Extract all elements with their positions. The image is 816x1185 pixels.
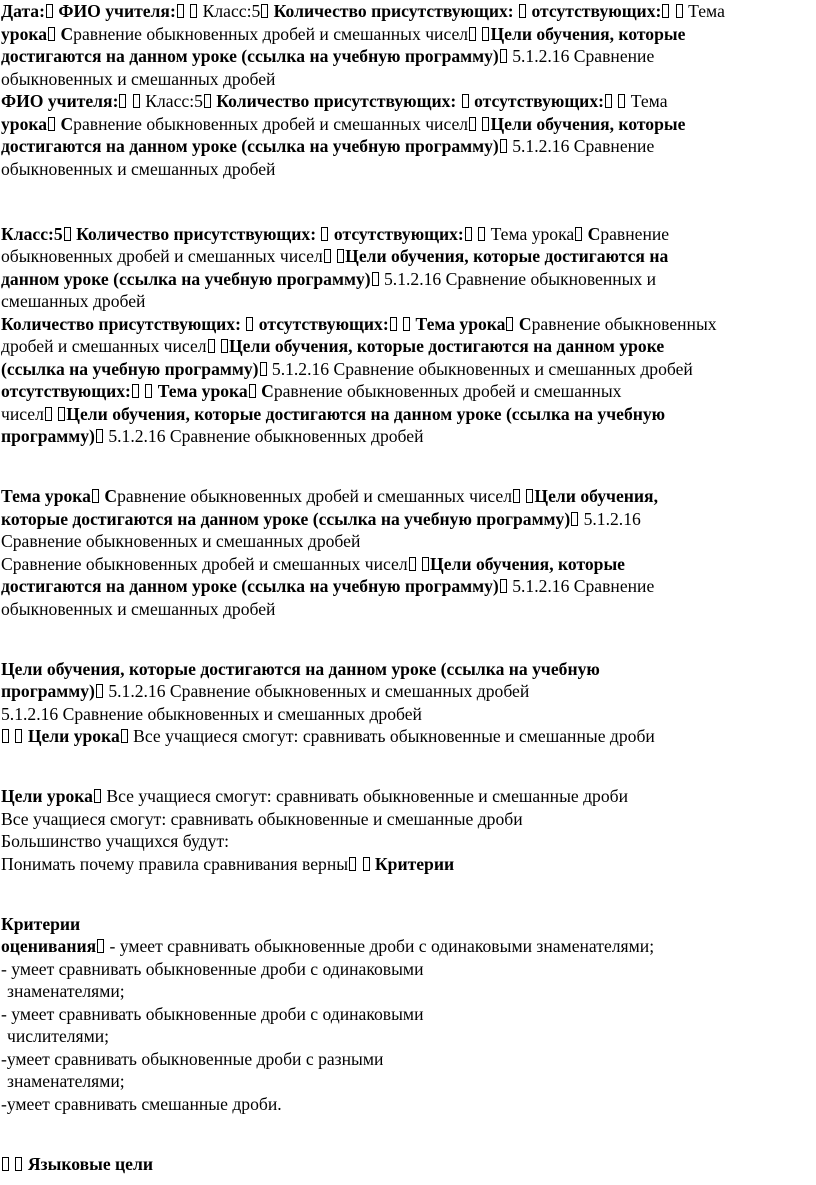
criterion-text: знаменателями; [7,981,125,1001]
goals-value: 5.1.2.16 [579,508,641,529]
box-glyph-icon [500,579,507,593]
box-glyph-icon [513,489,520,503]
box-glyph-icon [260,362,267,376]
box-glyph-icon [190,4,197,18]
text-line [1,725,814,748]
topic-first-letter: С [261,381,274,401]
present-label: Количество присутствующих: [76,223,317,244]
text-line [1,913,814,936]
topic-first-letter: С [60,23,74,44]
goals-label: Цели обучения, которые [430,553,625,574]
text-line [1,68,814,91]
goals-label: Цели обучения, [534,486,658,506]
absent-label: отсутствующих: [333,223,464,244]
box-glyph-icon [2,1157,9,1171]
criterion-text: числителями; [7,1026,110,1046]
box-glyph-icon [662,4,669,18]
criteria-label: Критерии [374,853,455,874]
class-value: 5 [251,1,261,21]
text-line [1,553,814,576]
text-line [1,658,814,681]
box-glyph-icon [571,512,578,526]
topic-label: урока [1,113,48,134]
class-label: Класс: [1,223,54,244]
language-goals-label: Языковые цели [27,1153,153,1174]
criteria-block [1,913,814,1116]
goals-value: 5.1.2.16 Сравнение обыкновенных и смешанных дробей [1,703,422,724]
box-glyph-icon [92,489,99,503]
header-block-1 [1,0,814,90]
topic-text: Сравнение обыкновенных дробей и смешанных чисел [1,553,408,574]
text-line [1,223,814,246]
criteria-label: Критерии [1,913,81,934]
goals-value: обыкновенных и смешанных дробей [1,68,276,89]
topic-text: равнение обыкновенных [531,313,717,334]
goals-label: которые достигаются на данном уроке (ссылка на учебную программу) [1,508,571,529]
assessment-label: оценивания [1,936,97,956]
text-line [1,113,814,136]
topic-text: дробей и смешанных чисел [1,336,207,356]
goals-label: программу) [1,426,95,446]
text-line [1,958,814,981]
criterion-text: -умеет сравнивать смешанные дроби. [1,1093,282,1114]
box-glyph-icon [372,272,379,286]
topic-text: равнение обыкновенных дробей и смешанных чисел [73,113,469,134]
class-value: 5 [194,91,203,111]
goals-label: Цели обучения, которые [490,113,686,134]
text-line [1,830,814,853]
text-line [1,1003,814,1026]
criterion-text: - умеет сравнивать обыкновенные дроби с одинаковыми [1,1003,424,1024]
box-glyph-icon [132,384,139,398]
date-label: Дата: [1,1,45,21]
text-line [1,1048,814,1071]
text-line [1,290,814,313]
topic-first-letter: С [104,486,118,506]
box-glyph-icon [15,729,22,743]
box-glyph-icon [15,1157,22,1171]
criterion-text: - умеет сравнивать обыкновенные дроби с одинаковыми знаменателями; [105,936,655,956]
box-glyph-icon [48,117,55,131]
goals-value: Сравнение обыкновенных и смешанных дробей [1,531,361,551]
text-line [1,425,814,448]
text-line [1,245,814,268]
box-glyph-icon [321,227,328,241]
goals-label: данном уроке (ссылка на учебную программу) [1,268,371,289]
text-line [1,268,814,291]
language-goals-block [1,1153,814,1176]
text-line [1,575,814,598]
box-glyph-icon [462,94,469,108]
class-label: Класс: [145,91,195,111]
topic-text: обыкновенных дробей и смешанных чисел [1,246,323,266]
text-line [1,508,814,531]
box-glyph-icon [64,227,71,241]
topic-label: урока [1,23,48,44]
goals-value: 5.1.2.16 Сравнение обыкновенных и [379,268,657,289]
text-line [1,403,814,426]
text-line [1,485,814,508]
lesson-goals-block [1,785,814,875]
box-glyph-icon [349,857,356,871]
header-block-3 [1,223,814,313]
topic-label: Тема [630,91,668,111]
topic-first-letter: С [60,113,74,134]
text-line [1,1070,814,1093]
box-glyph-icon [482,27,489,41]
text-line [1,358,814,381]
goals-value: 5.1.2.16 Сравнение обыкновенных дробей [103,426,424,446]
text-line [1,0,814,23]
goals-label: (ссылка на учебную программу) [1,358,259,379]
goals-label: Цели обучения, которые [490,23,686,44]
text-line [1,980,814,1003]
topic-text: равнение обыкновенных дробей и смешанных чисел [117,486,513,506]
goals-block [1,658,814,748]
topic-label: Тема урока [157,381,248,401]
topic-label: Тема урока [1,486,91,506]
goals-label: Цели обучения, которые достигаются на [345,246,669,266]
teacher-label: ФИО учителя: [58,1,176,21]
box-glyph-icon [204,94,211,108]
goals-value: смешанных дробей [1,291,146,311]
header-block-2 [1,90,814,180]
goals-value: 5.1.2.16 Сравнение [507,576,655,596]
understand-text: Понимать почему правила сравнивания верны [1,853,349,874]
box-glyph-icon [261,4,268,18]
text-line [1,313,814,336]
box-glyph-icon [422,557,429,571]
goals-value: 5.1.2.16 Сравнение обыкновенных и смешанных дробей [267,358,693,379]
box-glyph-icon [119,94,126,108]
present-label: Количество присутствующих: [216,91,457,111]
most-students-text: Большинство учащихся будут: [1,831,230,851]
absent-label: отсутствующих: [1,381,131,401]
box-glyph-icon [390,317,397,331]
text-line [1,158,814,181]
text-line [1,90,814,113]
text-line [1,45,814,68]
box-glyph-icon [221,339,228,353]
class-label: Класс: [202,1,252,21]
box-glyph-icon [46,4,53,18]
box-glyph-icon [469,117,476,131]
class-value: 5 [53,223,63,244]
text-line [1,703,814,726]
lesson-goals-label: Цели урока [27,726,120,746]
teacher-label: ФИО учителя: [1,91,119,111]
text-line [1,1153,814,1176]
text-line [1,135,814,158]
box-glyph-icon [337,249,344,263]
criterion-text: - умеет сравнивать обыкновенные дроби с одинаковыми [1,958,424,979]
box-glyph-icon [409,557,416,571]
goals-label: достигаются на данном уроке (ссылка на учебную программу) [1,46,499,66]
goals-label: программу) [1,681,95,701]
goals-value: 5.1.2.16 Сравнение [507,46,655,66]
all-students-text: Все учащиеся смогут: сравнивать обыкновенные и смешанные дроби [133,726,655,746]
topic-text: равнение обыкновенных дробей и смешанных [273,381,622,401]
header-block-4 [1,313,814,381]
box-glyph-icon [500,49,507,63]
box-glyph-icon [403,317,410,331]
box-glyph-icon [145,384,152,398]
goals-value: 5.1.2.16 Сравнение обыкновенных и смешанных дробей [108,681,530,701]
text-line [1,808,814,831]
topic-block-2 [1,553,814,621]
box-glyph-icon [526,489,533,503]
criterion-text: знаменателями; [7,1071,125,1091]
box-glyph-icon [324,249,331,263]
box-glyph-icon [2,729,9,743]
box-glyph-icon [96,684,103,698]
goals-label: Цели обучения, которые достигаются на данном уроке (ссылка на учебную [66,403,666,424]
box-glyph-icon [519,4,526,18]
text-line [1,598,814,621]
all-students-text: Все учащиеся смогут: сравнивать обыкновенные и смешанные дроби [1,808,523,829]
header-block-5 [1,380,814,448]
topic-label: Тема урока [415,313,506,334]
topic-text: равнение [600,223,670,244]
absent-label: отсутствующих: [531,1,662,21]
lesson-goals-label: Цели урока [1,786,93,806]
text-line [1,23,814,46]
absent-label: отсутствующих: [474,91,604,111]
box-glyph-icon [500,139,507,153]
present-label: Количество присутствующих: [273,1,514,21]
box-glyph-icon [94,789,101,803]
box-glyph-icon [478,227,485,241]
box-glyph-icon [469,27,476,41]
box-glyph-icon [96,429,103,443]
box-glyph-icon [45,407,52,421]
text-line [1,530,814,553]
goals-label: достигаются на данном уроке (ссылка на учебную программу) [1,576,499,596]
text-line [1,1025,814,1048]
topic-first-letter: С [587,223,601,244]
box-glyph-icon [676,4,683,18]
all-students-text: Все учащиеся смогут: сравнивать обыкновенные и смешанные дроби [106,786,629,806]
text-line [1,785,814,808]
box-glyph-icon [575,227,582,241]
box-glyph-icon [208,339,215,353]
text-line [1,853,814,876]
box-glyph-icon [121,729,128,743]
topic-label: Тема урока [490,223,575,244]
text-line [1,680,814,703]
goals-value: 5.1.2.16 Сравнение [507,136,655,156]
box-glyph-icon [363,857,370,871]
box-glyph-icon [58,407,65,421]
box-glyph-icon [177,4,184,18]
goals-label: достигаются на данном уроке (ссылка на учебную программу) [1,136,499,156]
text-line [1,935,814,958]
topic-label: Тема [688,1,725,21]
topic-first-letter: С [518,313,532,334]
topic-text: чисел [1,403,44,424]
text-line [1,380,814,403]
box-glyph-icon [48,27,55,41]
box-glyph-icon [482,117,489,131]
text-line [1,1093,814,1116]
topic-text: равнение обыкновенных дробей и смешанных чисел [73,23,469,44]
box-glyph-icon [605,94,612,108]
criterion-text: -умеет сравнивать обыкновенные дроби с разными [1,1048,384,1069]
goals-label: Цели обучения, которые достигаются на данном уроке (ссылка на учебную [1,658,600,679]
box-glyph-icon [97,939,104,953]
box-glyph-icon [246,317,253,331]
box-glyph-icon [133,94,140,108]
absent-label: отсутствующих: [258,313,389,334]
text-line [1,335,814,358]
box-glyph-icon [506,317,513,331]
topic-block-1 [1,485,814,553]
goals-value: обыкновенных и смешанных дробей [1,598,276,619]
goals-value: обыкновенных и смешанных дробей [1,158,276,179]
box-glyph-icon [465,227,472,241]
goals-label: Цели обучения, которые достигаются на данном уроке [228,336,665,356]
box-glyph-icon [249,384,256,398]
present-label: Количество присутствующих: [1,313,241,334]
box-glyph-icon [618,94,625,108]
